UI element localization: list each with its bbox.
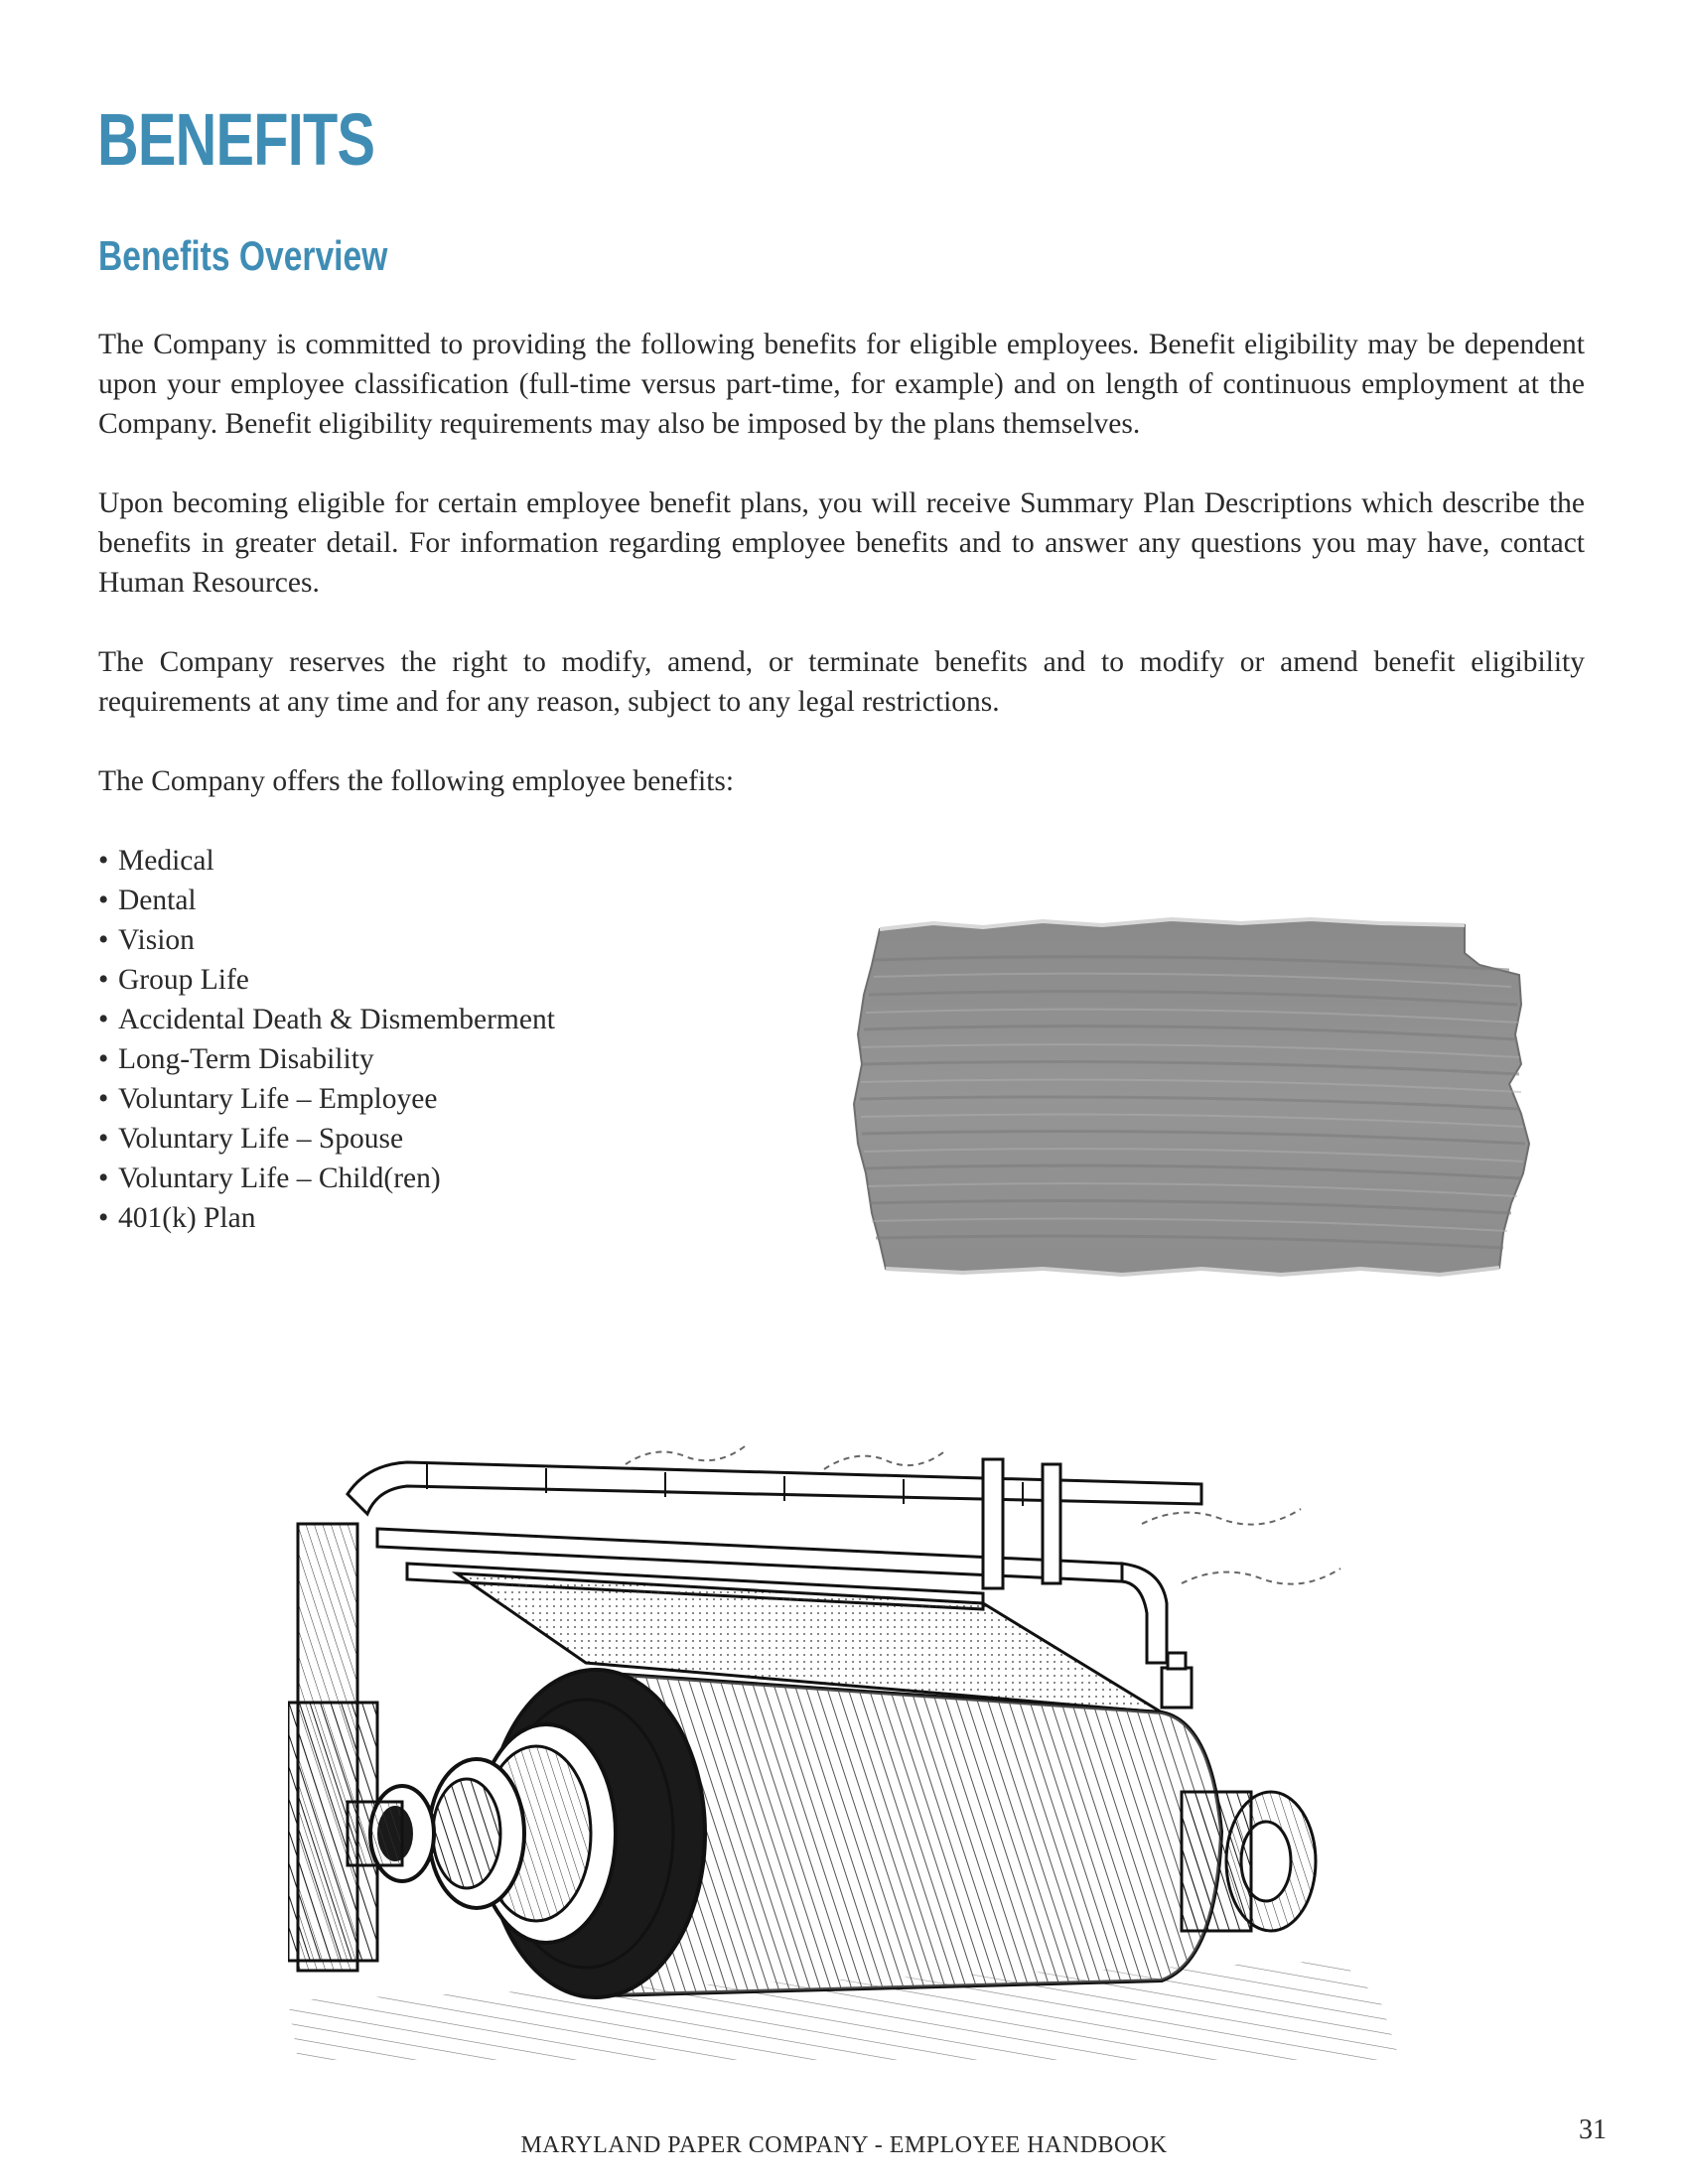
torn-cardboard-image	[844, 915, 1539, 1293]
section-heading: Benefits Overview	[98, 232, 388, 279]
list-item	[98, 1198, 793, 1238]
paper-mill-roller-illustration	[288, 1444, 1420, 2060]
bullet: •	[98, 924, 109, 956]
list-item-label: Dental	[118, 885, 197, 916]
bullet: •	[98, 1202, 109, 1234]
footer-text: MARYLAND PAPER COMPANY - EMPLOYEE HANDBOOK	[520, 2132, 1168, 2158]
bullet: •	[98, 845, 109, 877]
benefits-list	[98, 841, 793, 1238]
list-item-label: Voluntary Life – Employee	[118, 1083, 438, 1115]
bullet: •	[98, 1162, 109, 1194]
bullet: •	[98, 1123, 109, 1155]
list-item-label: Vision	[118, 924, 195, 956]
paragraph: Upon becoming eligible for certain employee benefit plans, you will receive Summary Plan Descriptions which describe the benefits in greater detail. For information regarding employee benefits and to answer any questions you may have, contact Human Resources.	[98, 487, 1585, 599]
paragraph: The Company is committed to providing the following benefits for eligible employees. Benefit eligibility may be dependent upon your employee classification (full-time versus part-time, for example) and on length of continuous employment at the Company. Benefit eligibility requirements may also be imposed by the plans themselves.	[98, 329, 1585, 440]
list-item	[98, 1039, 793, 1079]
list-item-label: Medical	[118, 845, 214, 877]
paragraph: The Company offers the following employee benefits:	[98, 765, 735, 797]
bullet: •	[98, 885, 109, 916]
bullet: •	[98, 1083, 109, 1115]
list-item-label: Long-Term Disability	[118, 1043, 374, 1075]
list-item	[98, 1000, 793, 1039]
bullet: •	[98, 964, 109, 996]
list-item-label: 401(k) Plan	[118, 1202, 256, 1234]
list-item	[98, 1119, 793, 1159]
list-item	[98, 881, 793, 920]
list-item	[98, 920, 793, 960]
page-title: BENEFITS	[97, 98, 375, 181]
list-item	[98, 1159, 793, 1198]
list-item	[98, 1079, 793, 1119]
bullet: •	[98, 1043, 109, 1075]
paragraph: The Company reserves the right to modify, amend, or terminate benefits and to modify or amend benefit eligibility requirements at any time and for any reason, subject to any legal restrictions.	[98, 646, 1585, 718]
list-item-label: Group Life	[118, 964, 249, 996]
page-number: 31	[1579, 2115, 1607, 2145]
list-item-label: Voluntary Life – Spouse	[118, 1123, 404, 1155]
list-item	[98, 841, 793, 881]
list-item-label: Accidental Death & Dismemberment	[118, 1004, 555, 1035]
list-item-label: Voluntary Life – Child(ren)	[118, 1162, 441, 1194]
bullet: •	[98, 1004, 109, 1035]
list-item	[98, 960, 793, 1000]
